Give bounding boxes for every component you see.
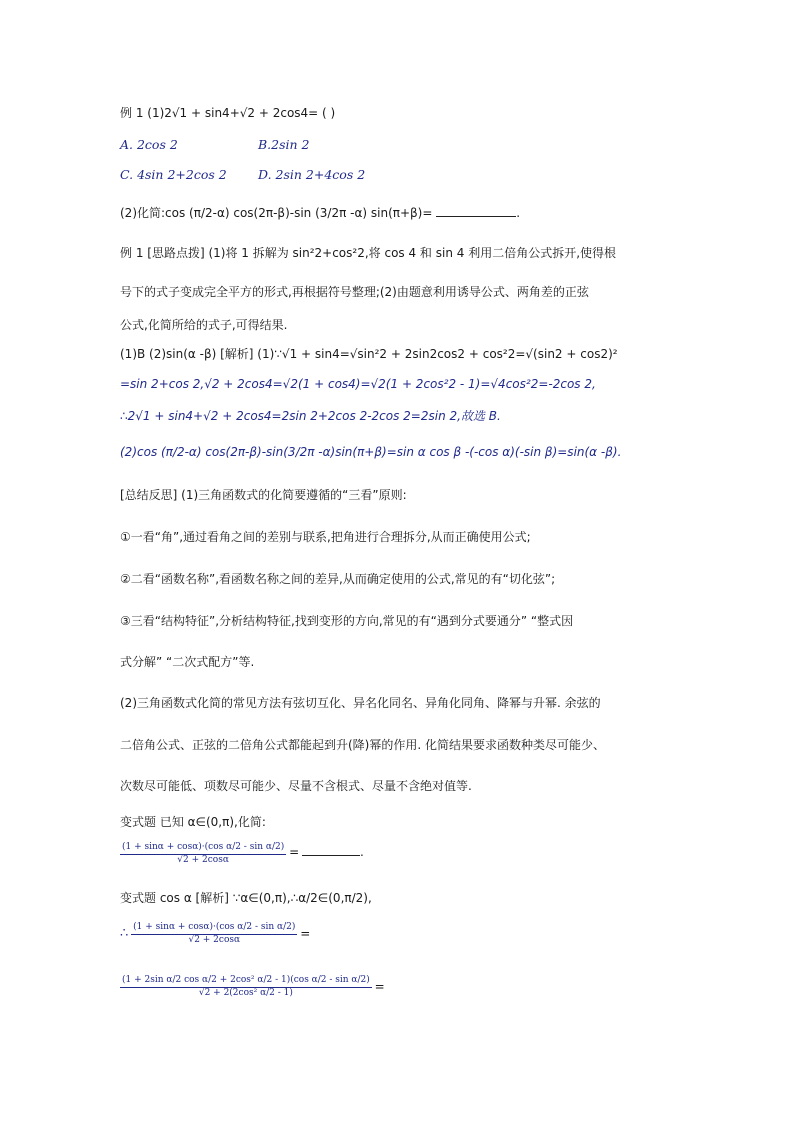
summary-line-4: ③三看“结构特征”,分析结构特征,找到变形的方向,常见的有“遇到分式要通分” “整式因 xyxy=(120,614,574,628)
fraction-1-equals: = xyxy=(289,845,300,859)
solution-line-3: ∴2√1 + sin4+√2 + 2cos4=2sin 2+2cos 2-2cos 2=2sin 2,故选 B. xyxy=(120,409,501,423)
variant-fraction-2 xyxy=(120,922,310,945)
fraction-3-denominator: √2 + 2(2cos² α/2 - 1) xyxy=(198,988,293,998)
summary-line-5: 式分解” “二次式配方”等. xyxy=(120,655,255,669)
solution-line-2: =sin 2+cos 2,√2 + 2cos4=√2(1 + cos4)=√2(1 + 2cos²2 - 1)=√4cos²2=-2cos 2, xyxy=(120,377,596,391)
summary-line-7: 二倍角公式、正弦的二倍角公式都能起到升(降)幂的作用. 化简结果要求函数种类尽可能少、 xyxy=(120,738,605,752)
option-a: A. 2cos 2 xyxy=(120,137,178,152)
therefore-symbol: ∴ xyxy=(120,926,129,941)
fraction-3-equals: = xyxy=(374,979,385,994)
fraction-2-denominator: √2 + 2cosα xyxy=(188,935,241,945)
fraction-2-numerator: (1 + sinα + cosα)·(cos α/2 - sin α/2) xyxy=(131,922,297,935)
variant-title: 变式题 已知 α∈(0,π),化简: xyxy=(120,815,266,829)
variant-fraction-3 xyxy=(120,975,385,998)
summary-line-6: (2)三角函数式化简的常见方法有弦切互化、异名化同名、异角化同角、降幂与升幂. 余弦的 xyxy=(120,696,601,710)
summary-line-8: 次数尽可能低、项数尽可能少、尽量不含根式、尽量不含绝对值等. xyxy=(120,779,472,793)
option-b: B.2sin 2 xyxy=(258,137,310,152)
summary-line-3: ②二看“函数名称”,看函数名称之间的差异,从而确定使用的公式,常见的有“切化弦”; xyxy=(120,572,556,586)
summary-line-2: ①一看“角”,通过看角之间的差别与联系,把角进行合理拆分,从而正确使用公式; xyxy=(120,530,531,544)
fraction-3-numerator: (1 + 2sin α/2 cos α/2 + 2cos² α/2 - 1)(cos α/2 - sin α/2) xyxy=(120,975,372,988)
hint-line-3: 公式,化简所给的式子,可得结果. xyxy=(120,318,288,332)
variant-answer-line: 变式题 cos α [解析] ∵α∈(0,π),∴α/2∈(0,π/2), xyxy=(120,891,372,905)
hint-line-1: 例 1 [思路点拨] (1)将 1 拆解为 sin²2+cos²2,将 cos 4 和 sin 4 利用二倍角公式拆开,使得根 xyxy=(120,246,617,260)
hint-line-2: 号下的式子变成完全平方的形式,再根据符号整理;(2)由题意利用诱导公式、两角差的正弦 xyxy=(120,285,589,299)
option-d: D. 2sin 2+4cos 2 xyxy=(258,167,366,182)
variant-fraction-1: $\frac{\text{(1 + sinα + cosα)·(cos α/2 - sin α/2)}}{√2 + 2\cos\alpha}$ = . xyxy=(122,842,364,865)
solution-line-4: (2)cos (π/2-α) cos(2π-β)-sin(3/2π -α)sin(π+β)=sin α cos β -(-cos α)(-sin β)=sin(α -β). xyxy=(120,445,622,459)
question2-text: (2)化简:cos (π/2-α) cos(2π-β)-sin (3/2π -α) sin(π+β)= xyxy=(120,206,433,220)
example1-question2: (2)化简:cos (π/2-α) cos(2π-β)-sin (3/2π -α) sin(π+β)= . xyxy=(120,206,521,220)
answer-blank xyxy=(436,206,516,217)
summary-line-1: [总结反思] (1)三角函数式的化简要遵循的“三看”原则: xyxy=(120,488,407,502)
example1-question1: 例 1 (1)2√1 + sin4+√2 + 2cos4= ( ) xyxy=(120,106,336,120)
fraction-1-denominator: √2 + 2cosα xyxy=(177,855,229,865)
option-c: C. 4sin 2+2cos 2 xyxy=(120,167,227,182)
fraction-2-equals: = xyxy=(300,926,311,941)
solution-line-1: (1)B (2)sin(α -β) [解析] (1)∵√1 + sin4=√sin²2 + 2sin2cos2 + cos²2=√(sin2 + cos2)² xyxy=(120,347,618,361)
variant-answer-blank xyxy=(302,845,360,856)
fraction-1-numerator: (1 + sinα + cosα)·(cos α/2 - sin α/2) xyxy=(120,842,286,855)
